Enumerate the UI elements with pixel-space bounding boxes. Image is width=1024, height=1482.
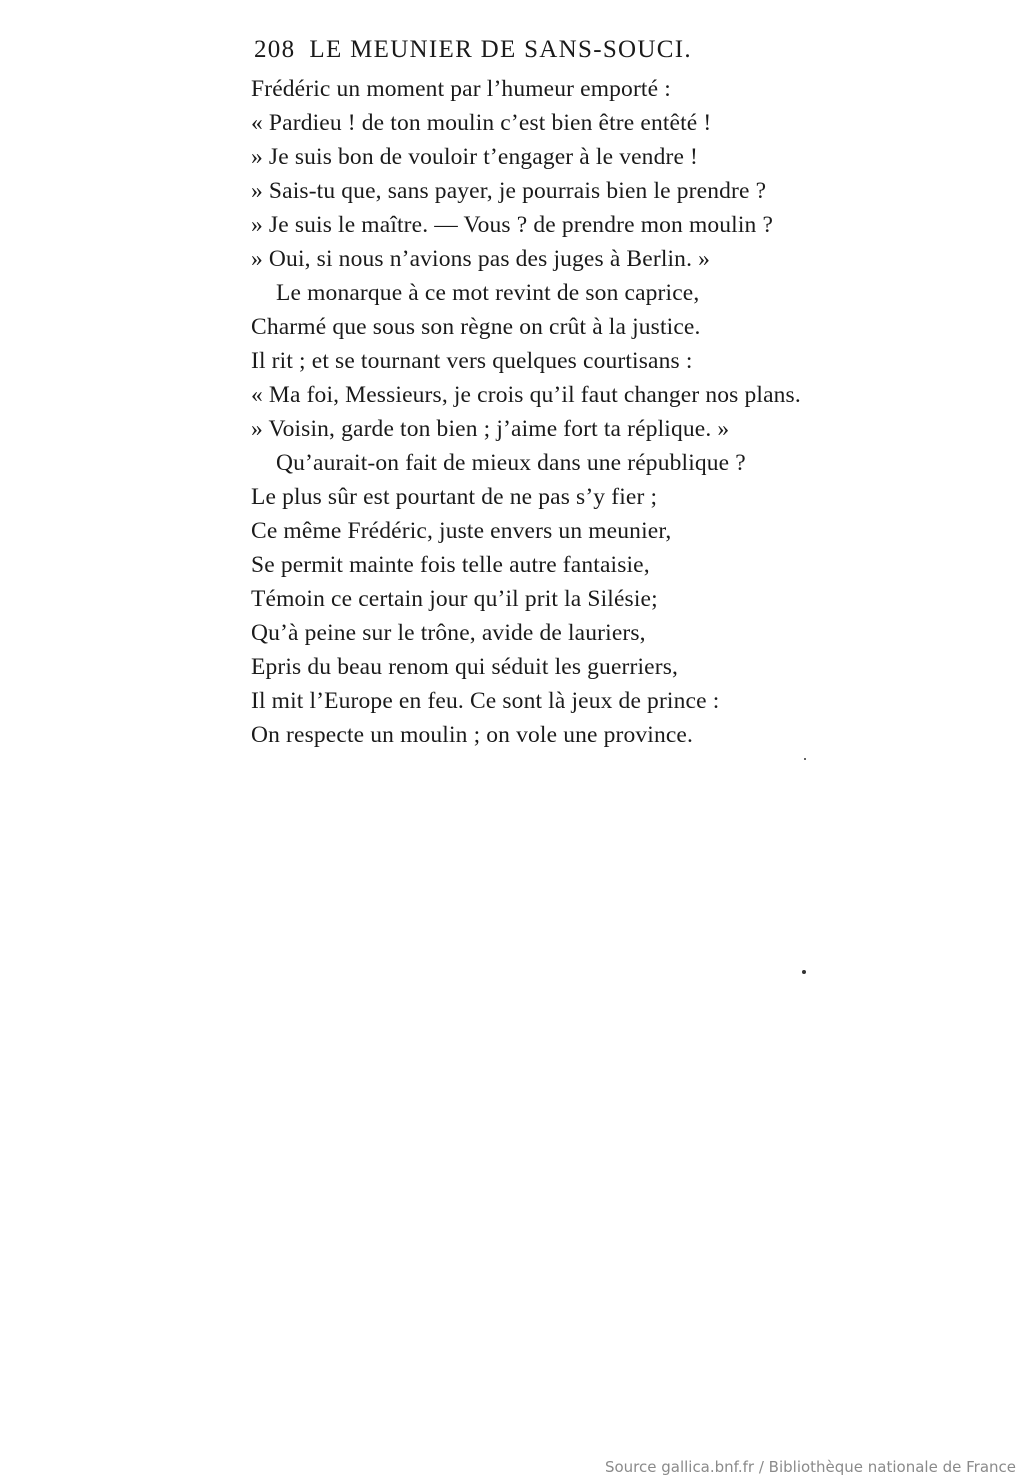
verse-line: Charmé que sous son règne on crût à la justice. (251, 314, 701, 340)
verse-line: » Je suis le maître. — Vous ? de prendre mon moulin ? (251, 212, 774, 238)
running-title: LE MEUNIER DE SANS-SOUCI. (309, 36, 692, 63)
verse-line: » Je suis bon de vouloir t’engager à le vendre ! (251, 144, 699, 170)
page-number: 208 (254, 36, 296, 63)
verse-line: Qu’à peine sur le trône, avide de lauriers, (251, 620, 646, 646)
verse-line: » Sais-tu que, sans payer, je pourrais bien le prendre ? (251, 178, 767, 204)
verse-line: Le monarque à ce mot revint de son caprice, (276, 280, 700, 306)
verse-line: » Voisin, garde ton bien ; j’aime fort ta réplique. » (251, 416, 730, 442)
verse-line: Qu’aurait-on fait de mieux dans une république ? (276, 450, 746, 476)
source-credit: Source gallica.bnf.fr / Bibliothèque nationale de France (604, 1458, 1016, 1476)
verse-line: On respecte un moulin ; on vole une province. (251, 722, 694, 748)
verse-line: Il rit ; et se tournant vers quelques courtisans : (251, 348, 693, 374)
verse-line: Il mit l’Europe en feu. Ce sont là jeux de prince : (251, 688, 720, 714)
scan-speck (802, 970, 806, 974)
page-header (254, 30, 774, 70)
verse-line: » Oui, si nous n’avions pas des juges à Berlin. » (251, 246, 711, 272)
verse-line: « Ma foi, Messieurs, je crois qu’il faut changer nos plans. (251, 382, 801, 408)
verse-line: Frédéric un moment par l’humeur emporté : (251, 76, 671, 102)
verse-line: Témoin ce certain jour qu’il prit la Silésie; (251, 586, 658, 612)
verse-line: Epris du beau renom qui séduit les guerriers, (251, 654, 679, 680)
verse-line: Ce même Frédéric, juste envers un meunier, (251, 518, 672, 544)
verse-line: « Pardieu ! de ton moulin c’est bien être entêté ! (251, 110, 712, 136)
poem-text (251, 72, 821, 752)
verse-line: Le plus sûr est pourtant de ne pas s’y fier ; (251, 484, 658, 510)
verse-line: Se permit mainte fois telle autre fantaisie, (251, 552, 650, 578)
scan-speck (804, 758, 806, 760)
